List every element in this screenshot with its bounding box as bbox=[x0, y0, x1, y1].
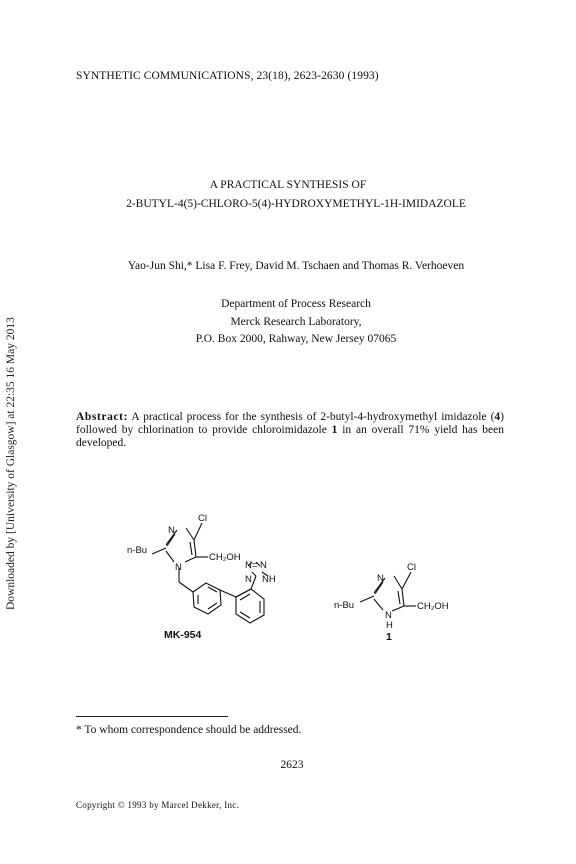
bond bbox=[394, 576, 402, 589]
atom-label: n-Bu bbox=[334, 600, 355, 611]
abstract-text: in an overall 71% yield has been developed. bbox=[76, 424, 504, 449]
affiliation-line: Merck Research Laboratory, bbox=[230, 315, 362, 328]
compound-ref: 4 bbox=[494, 411, 501, 423]
bond bbox=[186, 528, 194, 540]
author-list: Yao-Jun Shi,* Lisa F. Frey, David M. Tschaen and Thomas R. Verhoeven bbox=[127, 260, 465, 272]
atom-label: Cl bbox=[407, 562, 416, 573]
footnote: * To whom correspondence should be addressed. bbox=[76, 724, 302, 736]
atom-label: N= N bbox=[245, 560, 267, 571]
affiliation-line: Department of Process Research bbox=[221, 298, 371, 310]
bond bbox=[190, 542, 192, 555]
journal-header: SYNTHETIC COMMUNICATIONS, 23(18), 2623-2630 (1993) bbox=[76, 70, 379, 82]
bond bbox=[185, 557, 196, 562]
bond bbox=[194, 540, 196, 557]
affiliation-line: P.O. Box 2000, Rahway, New Jersey 07065 bbox=[195, 333, 397, 345]
bond bbox=[166, 551, 174, 562]
atom-label: CH₂OH bbox=[209, 552, 241, 563]
bond bbox=[360, 596, 374, 602]
atom-label: H bbox=[386, 620, 393, 631]
atom-label: CH₂OH bbox=[417, 601, 449, 612]
atom-label: N bbox=[175, 562, 182, 573]
mk954-structure bbox=[152, 523, 268, 623]
atom-label: n-Bu bbox=[127, 545, 148, 556]
bond bbox=[252, 572, 256, 576]
bond bbox=[220, 590, 236, 597]
atom-label: NH bbox=[262, 574, 276, 585]
download-watermark-text: Downloaded by [University of Glasgow] at 22:35 16 May 2013 bbox=[5, 317, 17, 610]
bond bbox=[193, 583, 221, 614]
compound-label: MK-954 bbox=[164, 629, 202, 641]
bond bbox=[152, 548, 166, 554]
compound-ref: 1 bbox=[331, 424, 338, 436]
compound-1-structure bbox=[360, 572, 416, 611]
page-number: 2623 bbox=[280, 759, 304, 771]
bond bbox=[240, 594, 250, 600]
abstract-text: ) followed by chlorination to provide chloroimidazole bbox=[76, 411, 504, 436]
footnote-rule bbox=[76, 716, 228, 717]
atom-label: N bbox=[377, 573, 384, 584]
bond bbox=[179, 582, 193, 592]
abstract-label: Abstract: bbox=[76, 411, 129, 423]
abstract-text: A practical process for the synthesis of 2-butyl-4-hydroxymethyl imidazole ( bbox=[128, 411, 495, 423]
compound-label: 1 bbox=[386, 631, 392, 643]
article-title-line-1: A PRACTICAL SYNTHESIS OF bbox=[209, 179, 367, 191]
copyright-notice: Copyright © 1993 by Marcel Dekker, Inc. bbox=[76, 800, 240, 810]
atom-label: N bbox=[385, 610, 392, 621]
article-title-line-2: 2-BUTYL-4(5)-CHLORO-5(4)-HYDROXYMETHYL-1H-IMIDAZOLE bbox=[126, 198, 466, 210]
atom-label: Cl bbox=[198, 513, 207, 524]
bond bbox=[402, 589, 404, 606]
atom-label: N bbox=[245, 574, 252, 585]
bond bbox=[374, 599, 383, 610]
bond bbox=[398, 591, 400, 604]
atom-label: N bbox=[168, 525, 175, 536]
bond bbox=[194, 523, 202, 540]
bond bbox=[392, 606, 404, 611]
bond bbox=[402, 572, 411, 589]
